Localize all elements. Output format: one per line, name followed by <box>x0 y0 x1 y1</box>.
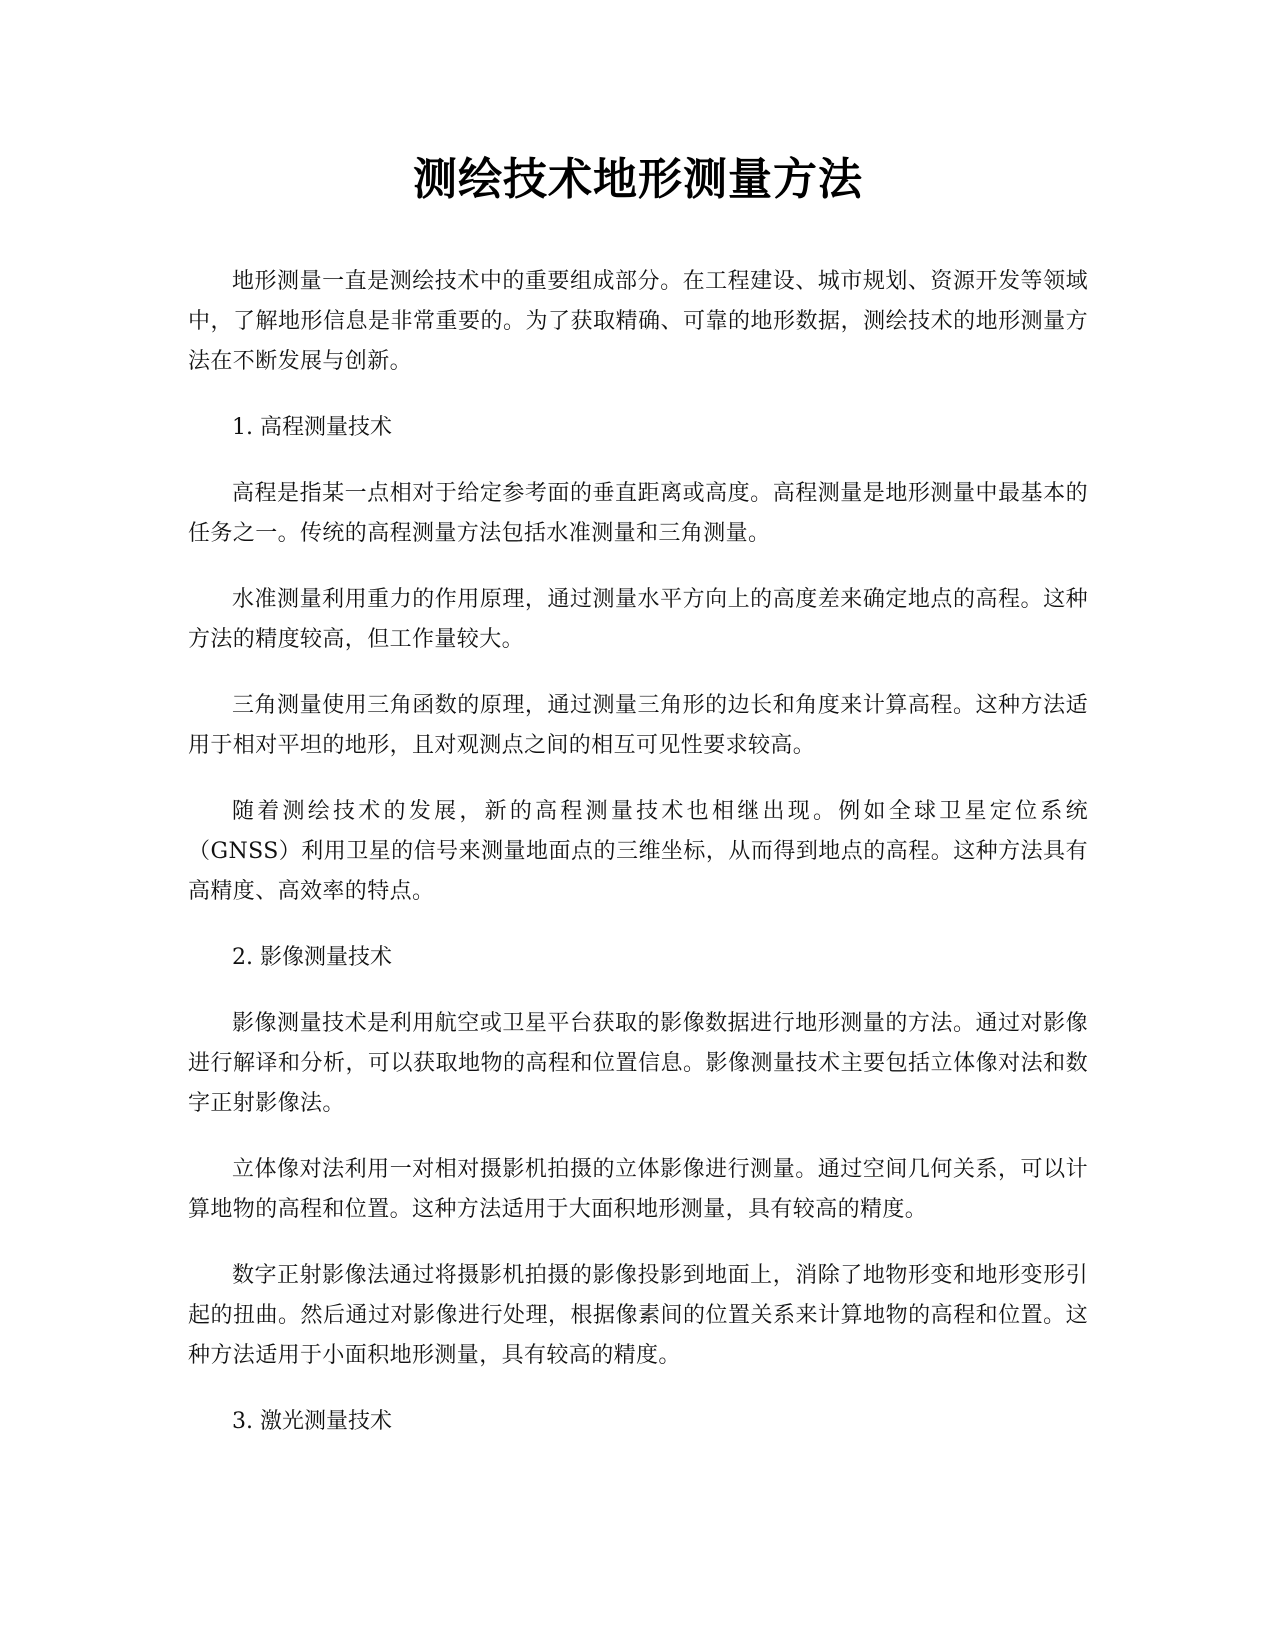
stereo-pair-paragraph: 立体像对法利用一对相对摄影机拍摄的立体影像进行测量。通过空间几何关系，可以计算地物的高程和位置。这种方法适用于大面积地形测量，具有较高的精度。 <box>188 1157 1088 1222</box>
document-body <box>188 150 1088 1468</box>
section-heading-elevation: 1. 高程测量技术 <box>232 415 392 440</box>
leveling-paragraph: 水准测量利用重力的作用原理，通过测量水平方向上的高度差来确定地点的高程。这种方法的精度较高，但工作量较大。 <box>188 587 1088 652</box>
triangulation-paragraph: 三角测量使用三角函数的原理，通过测量三角形的边长和角度来计算高程。这种方法适用于相对平坦的地形，且对观测点之间的相互可见性要求较高。 <box>188 693 1088 758</box>
section-heading-imagery: 2. 影像测量技术 <box>232 945 392 970</box>
orthophoto-paragraph: 数字正射影像法通过将摄影机拍摄的影像投影到地面上，消除了地物形变和地形变形引起的扭曲。然后通过对影像进行处理，根据像素间的位置关系来计算地物的高程和位置。这种方法适用于小面积地形测量，具有较高的精度。 <box>188 1263 1088 1368</box>
gnss-paragraph: 随着测绘技术的发展，新的高程测量技术也相继出现。例如全球卫星定位系统（GNSS）利用卫星的信号来测量地面点的三维坐标，从而得到地点的高程。这种方法具有高精度、高效率的特点。 <box>188 799 1088 904</box>
section-heading-laser: 3. 激光测量技术 <box>232 1409 392 1434</box>
elevation-definition-paragraph: 高程是指某一点相对于给定参考面的垂直距离或高度。高程测量是地形测量中最基本的任务之一。传统的高程测量方法包括水准测量和三角测量。 <box>188 481 1088 546</box>
document-title: 测绘技术地形测量方法 <box>413 154 863 205</box>
intro-paragraph: 地形测量一直是测绘技术中的重要组成部分。在工程建设、城市规划、资源开发等领域中，了解地形信息是非常重要的。为了获取精确、可靠的地形数据，测绘技术的地形测量方法在不断发展与创新。 <box>188 269 1088 374</box>
imagery-overview-paragraph: 影像测量技术是利用航空或卫星平台获取的影像数据进行地形测量的方法。通过对影像进行解译和分析，可以获取地物的高程和位置信息。影像测量技术主要包括立体像对法和数字正射影像法。 <box>188 1011 1088 1116</box>
